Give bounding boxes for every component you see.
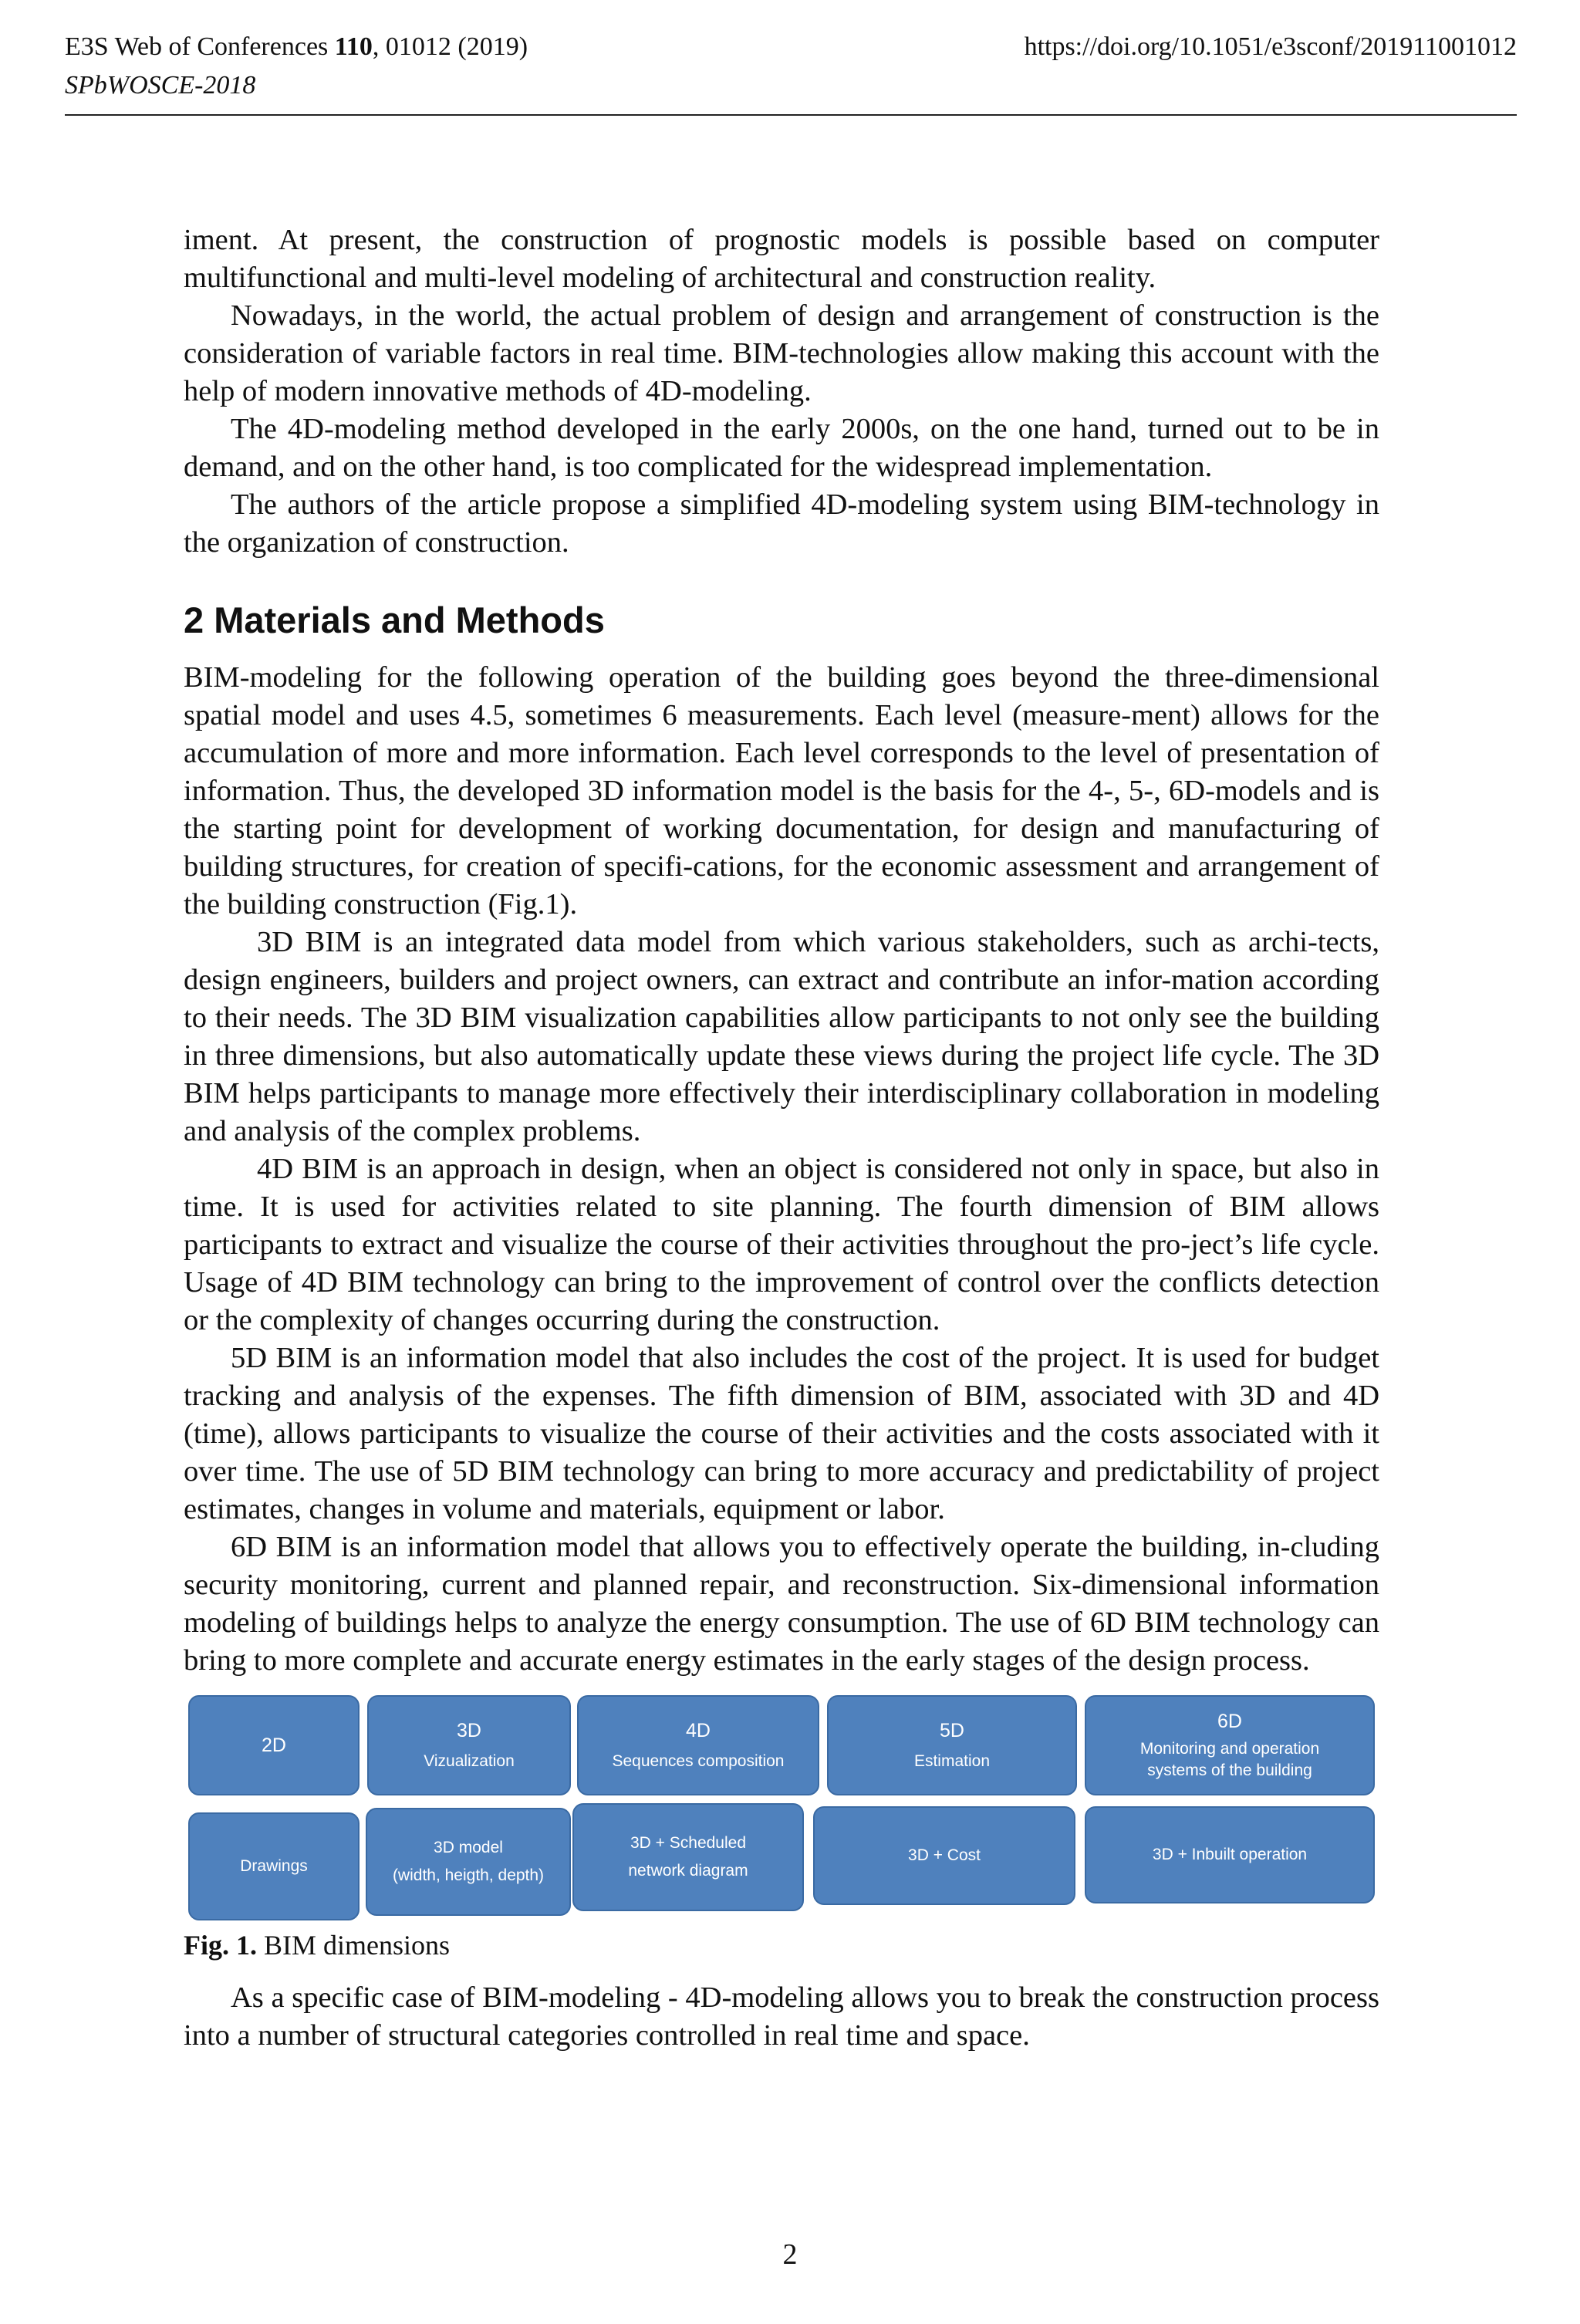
- box-line: 3D + Scheduled: [630, 1834, 747, 1852]
- journal-name: E3S Web of Conferences: [65, 32, 335, 61]
- figure-caption-text: BIM dimensions: [257, 1930, 451, 1961]
- box-title: 5D: [940, 1720, 964, 1741]
- box-line: (width, heigth, depth): [392, 1866, 545, 1884]
- conference-name: SPbWOSCE-2018: [65, 71, 256, 100]
- box-subtitle: Sequences composition: [612, 1752, 785, 1770]
- box-subtitle: Vizualization: [424, 1752, 515, 1770]
- content-box-drawings: [188, 1812, 360, 1920]
- paragraph: Nowadays, in the world, the actual problem of design and arrangement of construction is the consideration of variable factors in real time. BIM-technologies allow making this account with the help of modern innovative methods of 4D-modeling.: [184, 299, 1379, 407]
- dimension-box-4d: [577, 1695, 819, 1795]
- dimension-box-3d: [367, 1695, 571, 1795]
- dimension-box-6d: [1085, 1695, 1375, 1795]
- box-line: 3D + Cost: [908, 1846, 981, 1864]
- page-body: [184, 221, 1379, 2055]
- journal-citation: [65, 29, 528, 65]
- box-line: 3D model: [434, 1839, 503, 1856]
- content-box-3d-scheduled: [572, 1803, 804, 1911]
- box-line: Drawings: [240, 1857, 308, 1875]
- bim-dimensions-figure: [182, 1695, 1393, 1927]
- journal-article-year: , 01012 (2019): [372, 32, 528, 61]
- box-subtitle: Monitoring and operation systems of the building: [1139, 1740, 1320, 1779]
- content-box-3d-model: [366, 1808, 571, 1916]
- figure-label: Fig. 1.: [184, 1930, 257, 1961]
- paragraph: 3D BIM is an integrated data model from which various stakeholders, such as archi-tects, design engineers, builders and project owners, can extract and contribute an infor-mation according to their needs. The 3D BIM visualization capabilities allow participants to not only see the building in three dimensions, but also automatically update these views during the project life cycle. The 3D BIM helps participants to manage more effectively their interdisciplinary collaboration in modeling and analysis of the complex problems.: [184, 926, 1379, 1147]
- box-title: 2D: [262, 1735, 286, 1756]
- paragraph: 5D BIM is an information model that also includes the cost of the project. It is used for budget tracking and analysis of the expenses. The fifth dimension of BIM, associated with 3D and 4D (time), allows participants to visualize the course of their activities and the costs associated with it over time. The use of 5D BIM technology can bring to more accuracy and predictability of project estimates, changes in volume and materials, equipment or labor.: [184, 1342, 1379, 1525]
- paragraph: The 4D-modeling method developed in the early 2000s, on the one hand, turned out to be in demand, and on the other hand, is too complicated for the widespread implementation.: [184, 413, 1379, 483]
- box-title: 4D: [686, 1720, 711, 1741]
- paragraph: 4D BIM is an approach in design, when an object is considered not only in space, but also in time. It is used for activities related to site planning. The fourth dimension of BIM allows participants to extract and visualize the course of their activities throughout the pro-ject’s life cycle. Usage of 4D BIM technology can bring to the improvement of control over the conflicts detection or the complexity of changes occurring during the construction.: [184, 1153, 1379, 1336]
- dimension-box-5d: [827, 1695, 1077, 1795]
- content-box-3d-cost: [813, 1806, 1075, 1905]
- content-box-3d-inbuilt: [1085, 1806, 1375, 1903]
- box-title: 3D: [457, 1720, 481, 1741]
- dimension-box-2d: [188, 1695, 360, 1795]
- box-subtitle: Estimation: [913, 1752, 991, 1770]
- section-heading: 2 Materials and Methods: [184, 600, 605, 640]
- paragraph: 6D BIM is an information model that allows you to effectively operate the building, in-cluding security monitoring, current and planned repair, and reconstruction. Six-dimensional information modeling of buildings helps to analyze the energy consumption. The use of 6D BIM technology can bring to more complete and accurate energy estimates in the early stages of the design process.: [184, 1531, 1379, 1677]
- figure-caption: [184, 1927, 1379, 1964]
- doi-link[interactable]: https://doi.org/10.1051/e3sconf/201911001012: [1024, 32, 1517, 61]
- paragraph: iment. At present, the construction of prognostic models is possible based on computer multifunctional and multi-level modeling of architectural and construction reality.: [184, 224, 1379, 294]
- box-title: 6D: [1217, 1711, 1242, 1732]
- box-line: 3D + Inbuilt operation: [1152, 1846, 1308, 1863]
- paragraph: BIM-modeling for the following operation of the building goes beyond the three-dimensional spatial model and uses 4.5, sometimes 6 measurements. Each level (measure-ment) allows for the accumulation of more and more information. Each level corresponds to the level of presentation of information. Thus, the developed 3D information model is the basis for the 4-, 5-, 6D-models and is the starting point for development of working documentation, for design and manufacturing of building structures, for creation of specifi-cations, for the economic assessment and arrangement of the building construction (Fig.1).: [184, 661, 1379, 920]
- journal-volume: 110: [334, 32, 373, 61]
- box-line: network diagram: [628, 1862, 748, 1880]
- paragraph: The authors of the article propose a simplified 4D-modeling system using BIM-technology in the organization of construction.: [184, 488, 1379, 559]
- page-number: 2: [782, 2238, 798, 2271]
- header-divider: [65, 114, 1517, 116]
- paragraph: As a specific case of BIM-modeling - 4D-modeling allows you to break the construction process into a number of structural categories controlled in real time and space.: [184, 1981, 1379, 2052]
